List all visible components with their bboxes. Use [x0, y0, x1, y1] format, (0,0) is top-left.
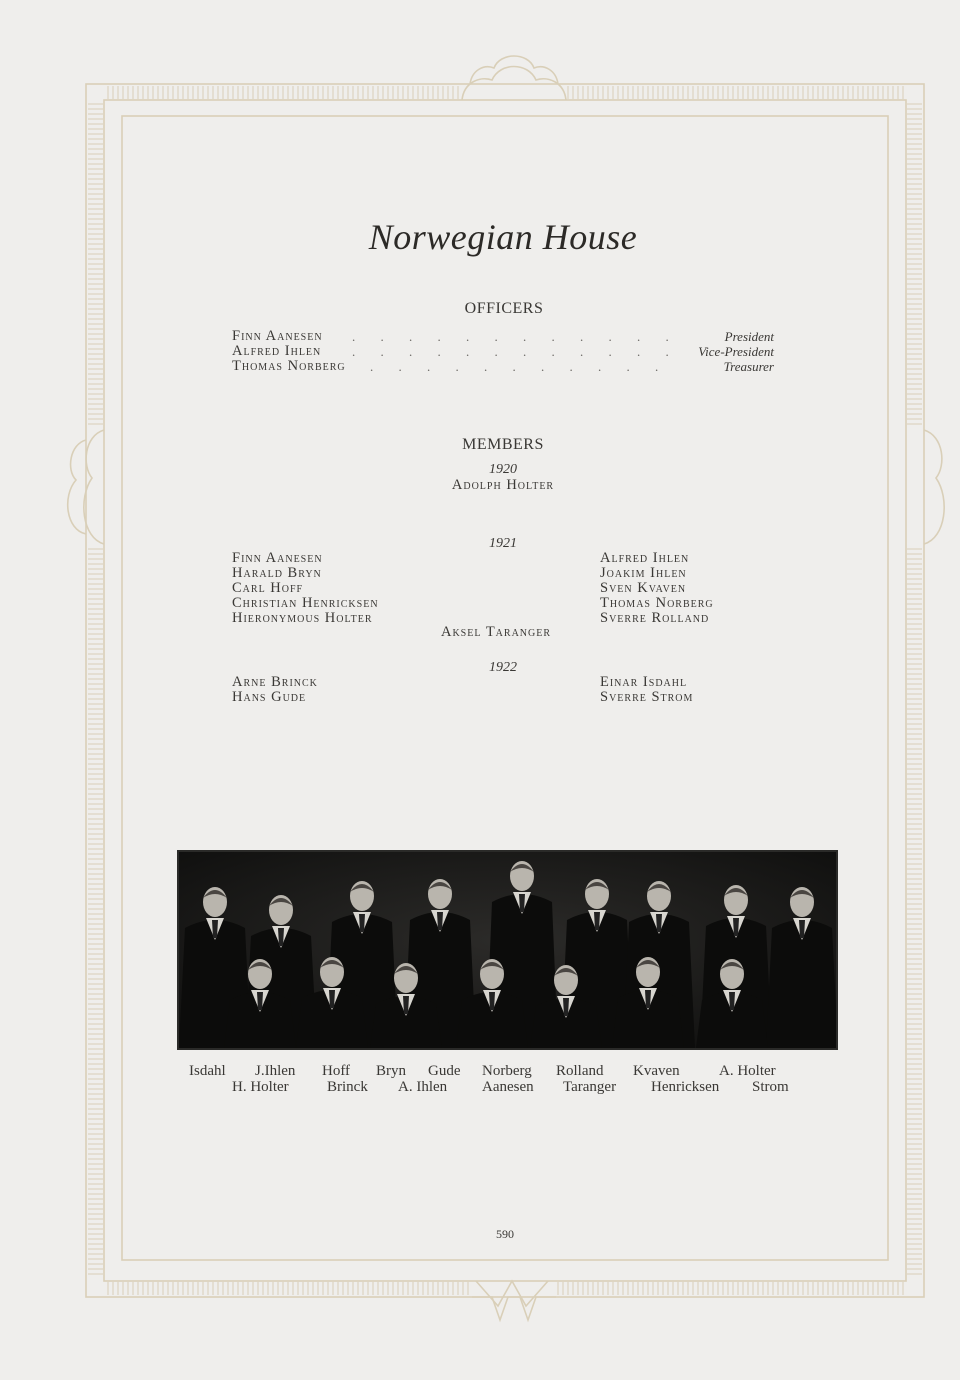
- member-name: Thomas Norberg: [600, 595, 714, 611]
- member-name: Hans Gude: [232, 689, 307, 705]
- officer-role: Treasurer: [723, 359, 774, 374]
- member-name: Adolph Holter: [451, 477, 555, 493]
- dot-leader: . . . . . . . . . . . .: [352, 329, 680, 344]
- dot-leader: . . . . . . . . . . .: [370, 359, 670, 374]
- member-name: Einar Isdahl: [600, 674, 688, 690]
- member-name: Finn Aanesen: [232, 550, 323, 566]
- caption-name: Strom: [752, 1079, 789, 1095]
- dot-leader: . . . . . . . . . . . .: [352, 344, 680, 359]
- caption-name: J.Ihlen: [255, 1063, 296, 1079]
- officers-heading: OFFICERS: [464, 300, 544, 317]
- caption-name: Gude: [428, 1063, 461, 1079]
- officers-names: [232, 329, 346, 374]
- member-name: Sven Kvaven: [600, 580, 687, 596]
- member-name: Alfred Ihlen: [600, 550, 690, 566]
- group-photograph: [177, 850, 838, 1050]
- member-name: Aksel Taranger: [440, 624, 552, 640]
- caption-name: Hoff: [322, 1063, 351, 1079]
- year-1921: 1921: [489, 536, 517, 551]
- member-name: Harald Bryn: [232, 565, 322, 581]
- member-name: Sverre Rolland: [600, 610, 710, 626]
- members-1921-right: [600, 551, 714, 626]
- caption-name: Henricksen: [651, 1079, 720, 1095]
- page-title: Norwegian House: [368, 217, 638, 257]
- officer-name: Finn Aanesen: [232, 328, 323, 344]
- member-name: Sverre Strom: [600, 689, 694, 705]
- caption-name: Isdahl: [189, 1063, 226, 1079]
- caption-name: Bryn: [376, 1063, 406, 1079]
- officers-roles: [614, 329, 774, 374]
- group-photo-figures: [179, 852, 836, 1048]
- member-name: Arne Brinck: [232, 674, 318, 690]
- caption-name: Rolland: [556, 1063, 604, 1079]
- member-name: Carl Hoff: [232, 580, 304, 596]
- officer-name: Alfred Ihlen: [232, 343, 322, 359]
- caption-name: Brinck: [327, 1079, 368, 1095]
- caption-name: H. Holter: [232, 1079, 289, 1095]
- caption-name: Taranger: [563, 1079, 617, 1095]
- members-1922-left: [232, 675, 318, 705]
- member-name: Christian Henricksen: [232, 595, 379, 611]
- members-1921-left: [232, 551, 379, 626]
- members-heading: MEMBERS: [462, 436, 544, 453]
- caption-name: Aanesen: [482, 1079, 534, 1095]
- caption-name: A. Holter: [719, 1063, 776, 1079]
- officer-role: Vice-President: [698, 344, 774, 359]
- year-1920: 1920: [489, 462, 517, 477]
- member-name: Joakim Ihlen: [600, 565, 687, 581]
- member-name: Hieronymous Holter: [232, 610, 373, 626]
- caption-name: Kvaven: [633, 1063, 680, 1079]
- officer-role: President: [724, 329, 774, 344]
- caption-name: Norberg: [482, 1063, 532, 1079]
- officer-name: Thomas Norberg: [232, 358, 346, 374]
- members-1922-right: [600, 675, 693, 705]
- caption-name: A. Ihlen: [398, 1079, 448, 1095]
- page-number: 590: [496, 1227, 514, 1241]
- year-1922: 1922: [489, 660, 517, 675]
